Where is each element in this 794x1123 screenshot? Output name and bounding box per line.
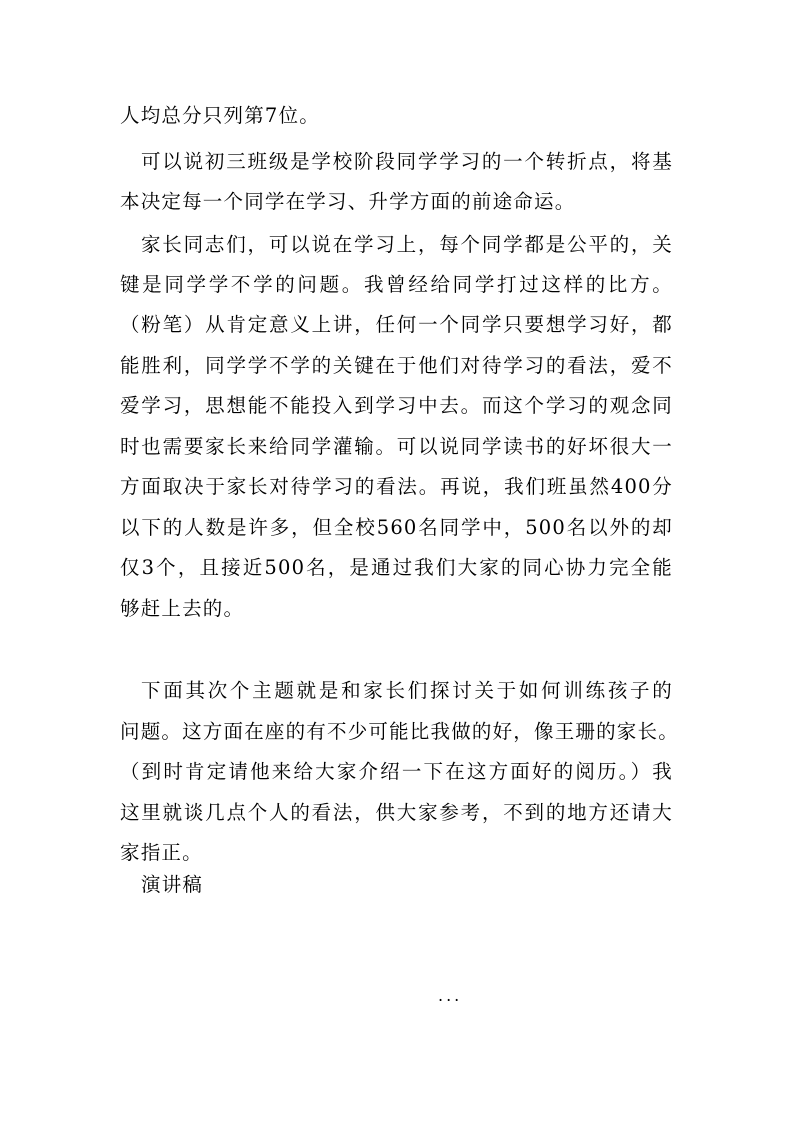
text-line: 可以说初三班级是学校阶段同学学习的一个转折点，将基 [141, 150, 673, 173]
text-line: 时也需要家长来给同学灌输。可以说同学读书的好坏很大一 [120, 435, 673, 458]
text-line: （到时肯定请他来给大家介绍一下在这方面好的阅历。）我 [120, 760, 673, 783]
text-line: 爱学习，思想能不能投入到学习中去。而这个学习的观念同 [120, 394, 673, 417]
text-line: （粉笔）从肯定意义上讲，任何一个同学只要想学习好，都 [120, 313, 673, 336]
text-line: 够赶上去的。 [120, 597, 245, 620]
text-line: 键是同学学不学的问题。我曾经给同学打过这样的比方。 [120, 273, 673, 296]
ellipsis-marker: ... [438, 986, 463, 1005]
text-line: 问题。这方面在座的有不少可能比我做的好，像王珊的家长。 [120, 720, 679, 743]
text-line: 以下的人数是许多，但全校560名同学中，500名以外的却 [120, 516, 673, 539]
text-line: 方面取决于家长对待学习的看法。再说，我们班虽然400分 [120, 475, 673, 498]
text-line: 下面其次个主题就是和家长们探讨关于如何训练孩子的 [141, 679, 673, 702]
text-line: 人均总分只列第7位。 [120, 104, 320, 127]
text-line: 仅3个，且接近500名，是通过我们大家的同心协力完全能 [120, 556, 673, 579]
text-line: 这里就谈几点个人的看法，供大家参考，不到的地方还请大 [120, 801, 673, 824]
text-line: 家指正。 [120, 841, 203, 864]
text-line: 演讲稿 [141, 873, 204, 896]
text-line: 本决定每一个同学在学习、升学方面的前途命运。 [120, 190, 576, 213]
text-line: 能胜利，同学学不学的关键在于他们对待学习的看法，爱不 [120, 354, 673, 377]
text-line: 家长同志们，可以说在学习上，每个同学都是公平的，关 [141, 233, 673, 256]
